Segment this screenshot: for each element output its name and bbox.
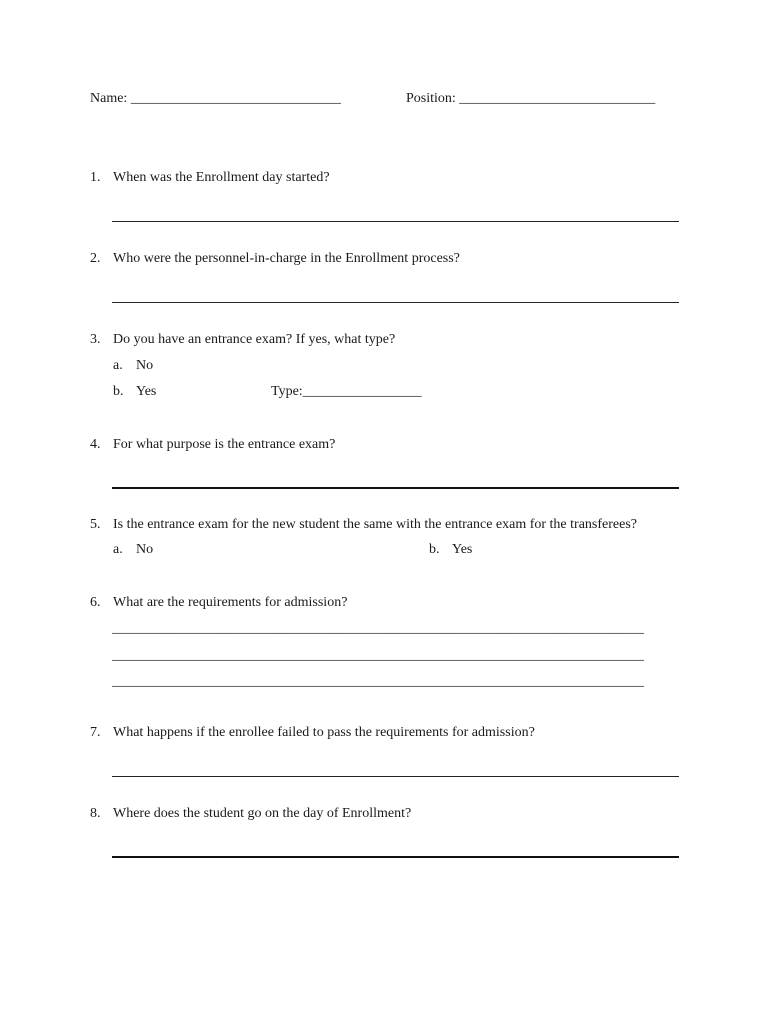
question-8-answer-line[interactable]	[112, 856, 679, 858]
question-7-number: 7.	[90, 725, 101, 740]
question-7-text: What happens if the enrollee failed to pass the requirements for admission?	[113, 725, 535, 740]
question-8-number: 8.	[90, 806, 101, 821]
question-1-text: When was the Enrollment day started?	[113, 170, 330, 185]
question-6-answer-line-1[interactable]: ____________________________________________________________________________	[112, 621, 644, 636]
question-4-number: 4.	[90, 437, 101, 452]
question-4-text: For what purpose is the entrance exam?	[113, 437, 336, 452]
question-6-answer-line-3[interactable]: ____________________________________________________________________________	[112, 674, 644, 689]
question-4-answer-line[interactable]	[112, 487, 679, 489]
question-1-number: 1.	[90, 170, 101, 185]
question-2-number: 2.	[90, 251, 101, 266]
question-3-type-field[interactable]: Type:_________________	[271, 384, 422, 399]
question-5-number: 5.	[90, 517, 101, 532]
question-2-text: Who were the personnel-in-charge in the Enrollment process?	[113, 251, 460, 266]
question-2-answer-line[interactable]	[112, 302, 679, 303]
question-5-option-b-letter: b.	[429, 542, 440, 557]
question-3-number: 3.	[90, 332, 101, 347]
question-7-answer-line[interactable]	[112, 776, 679, 777]
position-field-label: Position: ____________________________	[406, 91, 656, 106]
question-5-option-a-label[interactable]: No	[136, 542, 154, 557]
question-5-option-b-label[interactable]: Yes	[452, 542, 473, 557]
question-6-text: What are the requirements for admission?	[113, 595, 348, 610]
question-6-answer-line-2[interactable]: ____________________________________________________________________________	[112, 648, 644, 663]
question-1-answer-line[interactable]	[112, 221, 679, 222]
question-3-option-a-letter: a.	[113, 358, 123, 373]
question-8-text: Where does the student go on the day of Enrollment?	[113, 806, 412, 821]
question-6-number: 6.	[90, 595, 101, 610]
question-3-option-a-label[interactable]: No	[136, 358, 154, 373]
name-field-label: Name: ______________________________	[90, 91, 341, 106]
question-3-option-b-letter: b.	[113, 384, 124, 399]
question-3-option-b-label[interactable]: Yes	[136, 384, 157, 399]
question-5-option-a-letter: a.	[113, 542, 123, 557]
question-5-text: Is the entrance exam for the new student the same with the entrance exam for the transferees?	[113, 517, 637, 532]
question-3-text: Do you have an entrance exam? If yes, what type?	[113, 332, 396, 347]
